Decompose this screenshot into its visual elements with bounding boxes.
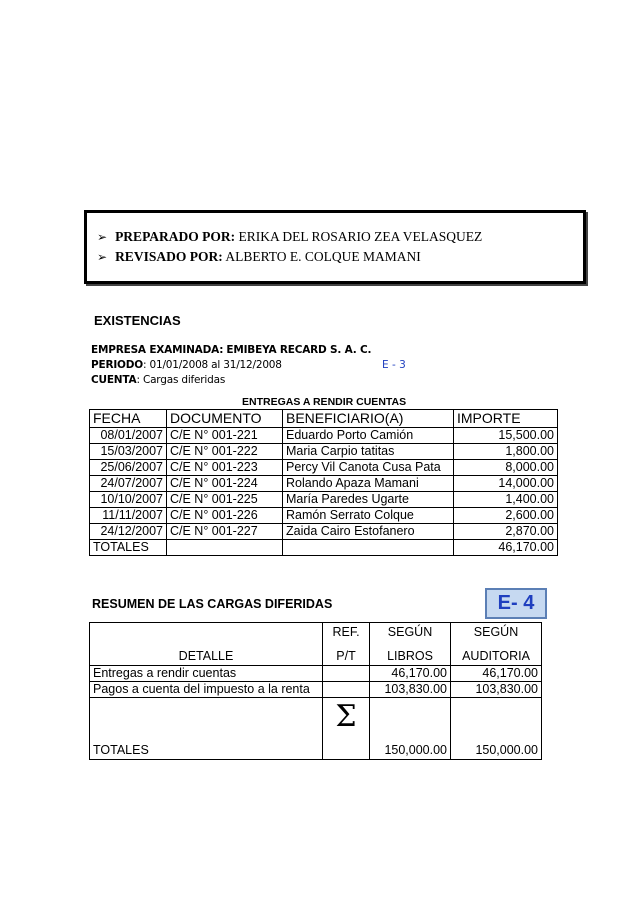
row-detail: Entregas a rendir cuentas — [90, 666, 323, 682]
sigma-icon: Σ — [335, 699, 357, 734]
header-ref-top: REF. — [323, 623, 370, 648]
totals-label: TOTALES — [90, 540, 167, 556]
table-row — [90, 666, 542, 682]
table1-title: ENTREGAS A RENDIR CUENTAS — [242, 396, 407, 408]
row-document: C/E N° 001-222 — [167, 444, 283, 460]
table-row — [90, 508, 558, 524]
period-reference: E - 3 — [382, 359, 406, 371]
sigma-cell — [323, 698, 370, 760]
header-fecha: FECHA — [90, 410, 167, 428]
row-beneficiary: Ramón Serrato Colque — [283, 508, 454, 524]
row-beneficiary: Eduardo Porto Camión — [283, 428, 454, 444]
totals-row — [90, 540, 558, 556]
prepared-name: ERIKA DEL ROSARIO ZEA VELASQUEZ — [238, 229, 483, 244]
row-date: 10/10/2007 — [90, 492, 167, 508]
empty-cell — [283, 540, 454, 556]
row-detail: Pagos a cuenta del impuesto a la renta — [90, 682, 323, 698]
row-beneficiary: Rolando Apaza Mamani — [283, 476, 454, 492]
prepared-by-line — [97, 229, 482, 245]
reviewed-name: ALBERTO E. COLQUE MAMANI — [225, 249, 421, 264]
row-amount: 1,400.00 — [454, 492, 558, 508]
reviewed-by-line — [97, 249, 421, 265]
prepared-by-box — [84, 210, 586, 284]
table-row — [90, 428, 558, 444]
empty-cell — [90, 623, 323, 648]
table-row — [90, 682, 542, 698]
reviewed-label: REVISADO POR: — [115, 249, 223, 264]
row-date: 15/03/2007 — [90, 444, 167, 460]
row-audit: 103,830.00 — [451, 682, 542, 698]
totals-books: 150,000.00 — [370, 698, 451, 760]
reference-badge: E- 4 — [485, 588, 547, 619]
table-row — [90, 524, 558, 540]
header-books-top: SEGÚN — [370, 623, 451, 648]
section-title: EXISTENCIAS — [94, 313, 181, 328]
summary-header-row-top — [90, 623, 542, 648]
header-documento: DOCUMENTO — [167, 410, 283, 428]
row-ref — [323, 682, 370, 698]
totals-value: 46,170.00 — [454, 540, 558, 556]
row-amount: 2,870.00 — [454, 524, 558, 540]
row-document: C/E N° 001-225 — [167, 492, 283, 508]
row-amount: 15,500.00 — [454, 428, 558, 444]
account-value: : Cargas diferidas — [136, 374, 226, 386]
header-audit-top: SEGÚN — [451, 623, 542, 648]
table-row — [90, 476, 558, 492]
header-detail: DETALLE — [90, 647, 323, 666]
row-books: 103,830.00 — [370, 682, 451, 698]
row-date: 11/11/2007 — [90, 508, 167, 524]
row-document: C/E N° 001-223 — [167, 460, 283, 476]
row-beneficiary: María Paredes Ugarte — [283, 492, 454, 508]
summary-header-row-bottom — [90, 647, 542, 666]
row-amount: 8,000.00 — [454, 460, 558, 476]
row-ref — [323, 666, 370, 682]
row-amount: 2,600.00 — [454, 508, 558, 524]
period-label: PERIODO — [91, 359, 144, 371]
row-beneficiary: Percy Vil Canota Cusa Pata — [283, 460, 454, 476]
row-beneficiary: Zaida Cairo Estofanero — [283, 524, 454, 540]
period-value: : 01/01/2008 al 31/12/2008 — [143, 359, 282, 371]
table-row — [90, 460, 558, 476]
company-line — [91, 344, 371, 356]
account-label: CUENTA — [91, 374, 137, 386]
company-label: EMPRESA EXAMINADA: — [91, 344, 224, 356]
row-beneficiary: Maria Carpio tatitas — [283, 444, 454, 460]
row-date: 08/01/2007 — [90, 428, 167, 444]
row-document: C/E N° 001-227 — [167, 524, 283, 540]
row-audit: 46,170.00 — [451, 666, 542, 682]
row-date: 24/12/2007 — [90, 524, 167, 540]
header-audit-bottom: AUDITORIA — [451, 647, 542, 666]
arrow-bullet-icon: ➢ — [97, 250, 108, 264]
period-line — [91, 359, 282, 371]
row-date: 24/07/2007 — [90, 476, 167, 492]
header-beneficiario: BENEFICIARIO(A) — [283, 410, 454, 428]
totals-audit: 150,000.00 — [451, 698, 542, 760]
totals-label: TOTALES — [90, 698, 323, 760]
table-header-row — [90, 410, 558, 428]
account-line — [91, 374, 225, 386]
row-books: 46,170.00 — [370, 666, 451, 682]
row-document: C/E N° 001-224 — [167, 476, 283, 492]
entregas-table — [89, 409, 558, 556]
totals-row — [90, 698, 542, 760]
table-row — [90, 444, 558, 460]
header-importe: IMPORTE — [454, 410, 558, 428]
empty-cell — [167, 540, 283, 556]
summary-table — [89, 622, 542, 760]
row-date: 25/06/2007 — [90, 460, 167, 476]
row-amount: 1,800.00 — [454, 444, 558, 460]
company-value: EMIBEYA RECARD S. A. C. — [226, 344, 372, 356]
table-row — [90, 492, 558, 508]
row-amount: 14,000.00 — [454, 476, 558, 492]
prepared-label: PREPARADO POR: — [115, 229, 236, 244]
header-books-bottom: LIBROS — [370, 647, 451, 666]
header-ref-bottom: P/T — [323, 647, 370, 666]
row-document: C/E N° 001-221 — [167, 428, 283, 444]
arrow-bullet-icon: ➢ — [97, 230, 108, 244]
row-document: C/E N° 001-226 — [167, 508, 283, 524]
summary-title: RESUMEN DE LAS CARGAS DIFERIDAS — [92, 597, 333, 611]
